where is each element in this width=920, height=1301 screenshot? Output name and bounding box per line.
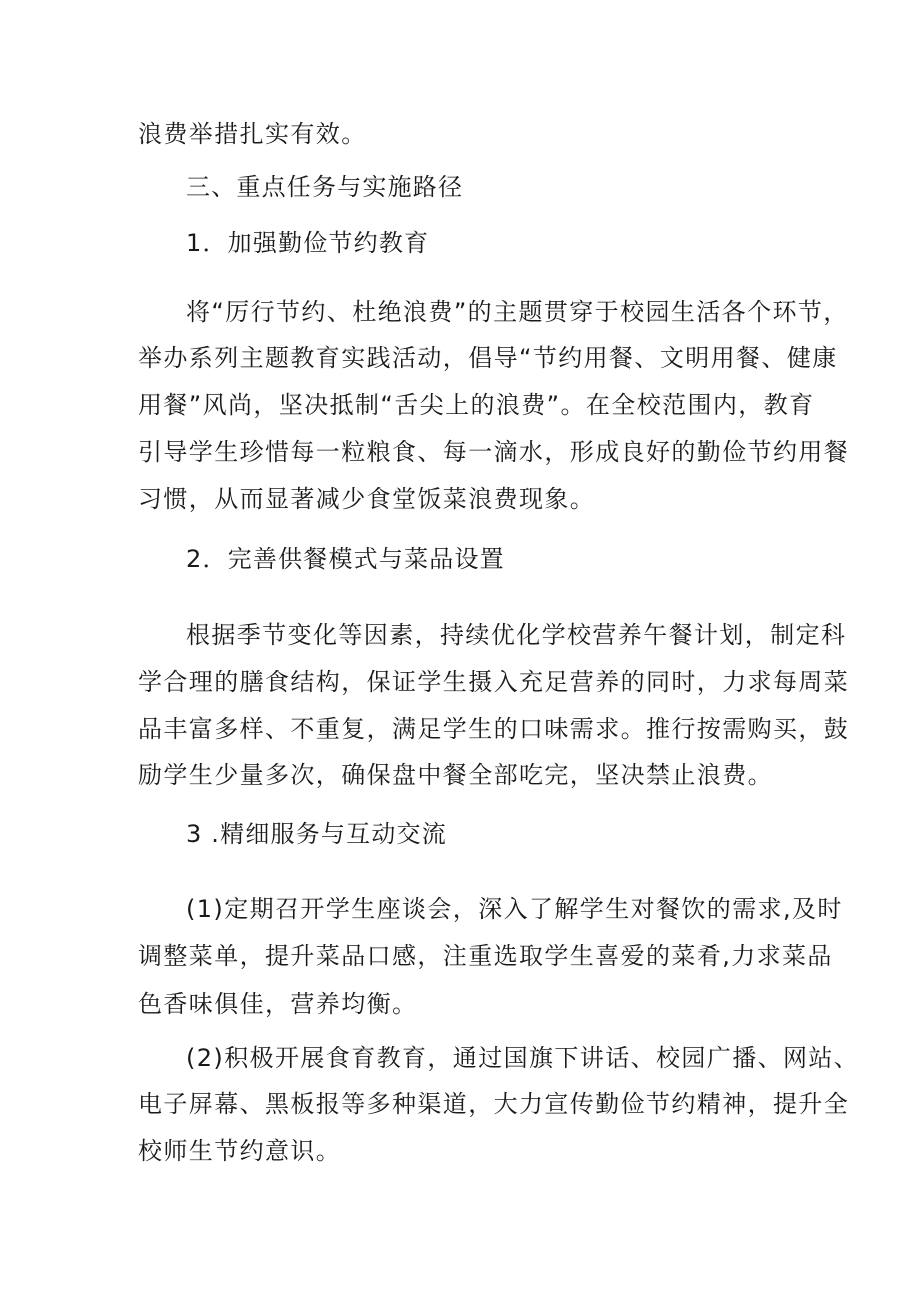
paragraph-line: 将“厉行节约、杜绝浪费”的主题贯穿于校园生活各个环节， (186, 298, 849, 326)
subheading-1: 1．加强勤俭节约教育 (186, 229, 430, 257)
paragraph-line: 电子屏幕、黑板报等多种渠道，大力宣传勤俭节约精神，提升全 (138, 1090, 850, 1118)
paragraph-line: 浪费举措扎实有效。 (138, 120, 367, 148)
paragraph-line: 色香味俱佳，营养均衡。 (138, 990, 418, 1018)
paragraph-line: 校师生节约意识。 (138, 1137, 342, 1165)
subheading-2: 2．完善供餐模式与菜品设置 (186, 545, 505, 573)
paragraph-line: (1)定期召开学生座谈会，深入了解学生对餐饮的需求,及时 (186, 895, 843, 923)
paragraph-line: 品丰富多样、不重复，满足学生的口味需求。推行按需购买，鼓 (138, 715, 850, 743)
paragraph-line: 励学生少量多次，确保盘中餐全部吃完，坚决禁止浪费。 (138, 761, 773, 789)
subheading-3: 3 .精细服务与互动交流 (186, 820, 447, 848)
paragraph-line: 举办系列主题教育实践活动，倡导“节约用餐、文明用餐、健康 (138, 344, 838, 372)
paragraph-line: 习惯，从而显著减少食堂饭菜浪费现象。 (138, 485, 596, 513)
paragraph-line: 学合理的膳食结构，保证学生摄入充足营养的同时，力求每周菜 (138, 668, 850, 696)
paragraph-line: 引导学生珍惜每一粒粮食、每一滴水，形成良好的勤俭节约用餐 (138, 438, 850, 466)
section-heading: 三、重点任务与实施路径 (186, 173, 464, 201)
paragraph-line: 调整菜单，提升菜品口感，注重选取学生喜爱的菜肴,力求菜品 (138, 942, 833, 970)
paragraph-line: (2)积极开展食育教育，通过国旗下讲话、校园广播、网站、 (186, 1044, 860, 1072)
paragraph-line: 用餐”风尚，坚决抵制“舌尖上的浪费”。在全校范围内，教育 (138, 391, 815, 419)
paragraph-line: 根据季节变化等因素，持续优化学校营养午餐计划，制定科 (186, 621, 847, 649)
